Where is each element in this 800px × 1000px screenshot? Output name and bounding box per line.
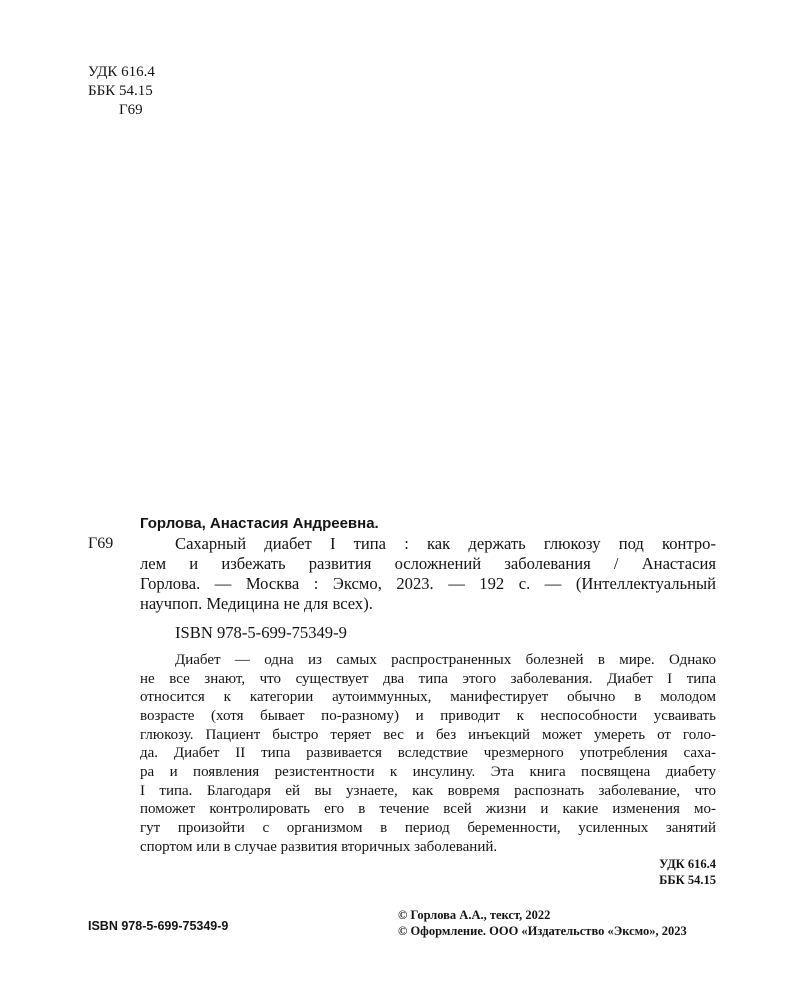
description-line-4: научпоп. Медицина не для всех). (140, 594, 373, 613)
isbn-footer: ISBN 978-5-699-75349-9 (88, 919, 229, 933)
annotation-line-4: возрасте (хотя бывает по-разному) и приводит к неспособности усваивать (140, 708, 716, 724)
annotation-line-5: глюкозу. Пациент быстро теряет вес и без инъекций может умереть от голо- (140, 727, 716, 743)
annotation-line-6: да. Диабет II типа развивается вследствие чрезмерного употребления саха- (140, 745, 716, 761)
annotation-line-2: не все знают, что существует два типа этого заболевания. Диабет I типа (140, 671, 716, 687)
annotation-line-7: ра и появления резистентности к инсулину. Эта книга посвящена диабету (140, 764, 716, 780)
annotation-line-10: гут произойти с организмом в период беременности, усиленных занятий (140, 820, 716, 836)
annotation-line-11: спортом или в случае развития вторичных заболеваний. (140, 839, 498, 855)
description-line-3: Горлова. — Москва : Эксмо, 2023. — 192 с. — (Интеллектуальный (140, 574, 716, 593)
annotation-line-9: поможет контролировать его в течение всей жизни и какие изменения мо- (140, 801, 716, 817)
bbk-code-bottom: ББК 54.15 (659, 873, 716, 887)
annotation-line-1: Диабет — одна из самых распространенных болезней в мире. Однако (175, 652, 716, 668)
annotation-line-3: относится к категории аутоиммунных, манифестирует обычно в молодом (140, 689, 716, 705)
copyright-text: © Горлова А.А., текст, 2022 (398, 908, 551, 922)
copyright-design: © Оформление. ООО «Издательство «Эксмо», 2023 (398, 924, 687, 938)
description-line-1: Сахарный диабет I типа : как держать глюкозу под контро- (175, 534, 716, 553)
annotation-line-8: I типа. Благодаря ей вы узнаете, как вовремя распознать заболевание, что (140, 783, 716, 799)
description-line-2: лем и избежать развития осложнений заболевания / Анастасия (140, 554, 716, 573)
bbk-code-top: ББК 54.15 (88, 83, 153, 99)
isbn-main: ISBN 978-5-699-75349-9 (175, 623, 347, 642)
udk-code-bottom: УДК 616.4 (659, 857, 716, 871)
author-heading: Горлова, Анастасия Андреевна. (140, 515, 379, 532)
author-sign-top: Г69 (119, 102, 143, 118)
author-sign-entry: Г69 (88, 535, 114, 552)
udk-code-top: УДК 616.4 (88, 64, 155, 80)
